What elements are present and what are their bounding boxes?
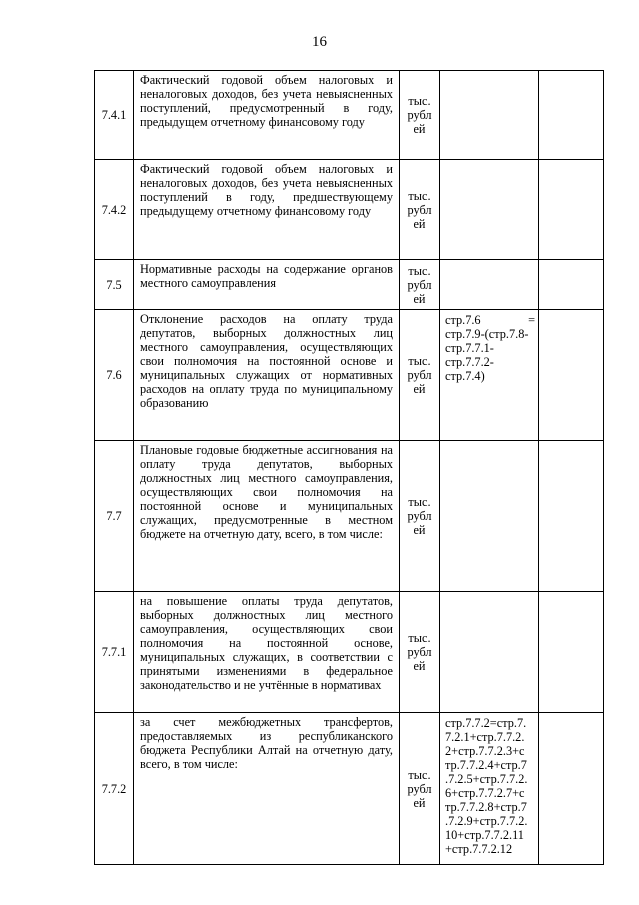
row-unit: [400, 441, 440, 592]
unit-line: тыс.: [408, 631, 431, 645]
formula-line: тр.7.7.2.8+стр.7: [445, 800, 527, 814]
row-value: [539, 713, 604, 865]
unit-line: рубл: [407, 645, 432, 659]
row-formula: [440, 713, 539, 865]
formula-line: стр.7.4): [445, 369, 485, 383]
row-value: [539, 310, 604, 441]
unit-line: рубл: [407, 277, 432, 292]
row-description: Нормативные расходы на содержание органов местного самоуправления: [134, 260, 400, 310]
formula-line: тр.7.7.2.4+стр.7: [445, 758, 527, 772]
table-row: [95, 260, 604, 310]
unit-line: тыс.: [408, 495, 431, 509]
formula-line: стр.7.9-(стр.7.8-: [445, 327, 529, 341]
formula-line: стр.7.7.2=стр.7.: [445, 716, 527, 730]
row-number: 7.6: [95, 310, 134, 441]
unit-line: ей: [413, 291, 426, 306]
table-row: [95, 441, 604, 592]
formula-line: 2+стр.7.7.2.3+с: [445, 744, 525, 758]
formula-line: .7.2.5+стр.7.7.2.: [445, 772, 528, 786]
unit-line: ей: [413, 122, 426, 136]
table-row: [95, 71, 604, 160]
unit-line: рубл: [407, 202, 432, 217]
row-formula: [440, 441, 539, 592]
unit-line: ей: [413, 523, 426, 537]
unit-line: рубл: [407, 509, 432, 523]
row-number: 7.4.2: [95, 160, 134, 260]
unit-line: рубл: [407, 781, 432, 796]
table-row: [95, 310, 604, 441]
formula-line: стр.7.7.2-: [445, 355, 494, 369]
row-unit: [400, 310, 440, 441]
table-row: [95, 592, 604, 713]
unit-line: тыс.: [408, 94, 431, 108]
row-unit: [400, 71, 440, 160]
row-description: за счет межбюджетных трансфертов, предоставляемых из республиканского бюджета Республики Алтай на отчетную дату, всего, в том числе:: [134, 713, 400, 865]
table-row: [95, 713, 604, 865]
unit-line: ей: [413, 795, 426, 810]
row-unit: [400, 260, 440, 310]
formula-line: .7.2.9+стр.7.7.2.: [445, 814, 528, 828]
row-number: 7.7.1: [95, 592, 134, 713]
unit-line: тыс.: [408, 263, 431, 278]
unit-line: рубл: [407, 368, 432, 382]
formula-line: [445, 313, 535, 327]
row-description: Фактический годовой объем налоговых и неналоговых доходов, без учета невыясненных поступлений в году, предшествующему предыдущему отчетному финансовому году: [134, 160, 400, 260]
row-value: [539, 260, 604, 310]
row-unit: [400, 592, 440, 713]
row-value: [539, 592, 604, 713]
row-number: 7.7.2: [95, 713, 134, 865]
table-row: [95, 160, 604, 260]
unit-line: тыс.: [408, 188, 431, 203]
row-number: 7.7: [95, 441, 134, 592]
unit-line: ей: [413, 216, 426, 231]
row-description: на повышение оплаты труда депутатов, выборных должностных лиц местного самоуправления, осуществляющих свои полномочия на постоянной основе, муниципальных служащих, в соответствии с принятыми изменениями в федеральное законодательство и не учтённые в нормативах: [134, 592, 400, 713]
row-value: [539, 441, 604, 592]
row-formula: [440, 592, 539, 713]
row-unit: [400, 713, 440, 865]
formula-line: стр.7.7.1-: [445, 341, 494, 355]
row-value: [539, 160, 604, 260]
unit-line: тыс.: [408, 767, 431, 782]
indicators-table: [94, 70, 604, 865]
row-number: 7.5: [95, 260, 134, 310]
page-number: 16: [312, 34, 327, 50]
unit-line: ей: [413, 659, 426, 673]
unit-line: тыс.: [408, 354, 431, 368]
row-formula: [440, 310, 539, 441]
formula-part: =: [528, 313, 535, 327]
row-formula: [440, 260, 539, 310]
row-number: 7.4.1: [95, 71, 134, 160]
formula-line: 10+стр.7.7.2.11: [445, 828, 524, 842]
formula-line: 7.2.1+стр.7.7.2.: [445, 730, 525, 744]
row-unit: [400, 160, 440, 260]
formula-part: стр.7.6: [445, 313, 481, 327]
formula-line: 6+стр.7.7.2.7+с: [445, 786, 525, 800]
row-description: Плановые годовые бюджетные ассигнования на оплату труда депутатов, выборных должностных лиц местного самоуправления, осуществляющих свои полномочия на постоянной основе и муниципальных служащих, предусмотренные в местном бюджете на отчетную дату, всего, в том числе:: [134, 441, 400, 592]
row-value: [539, 71, 604, 160]
unit-line: рубл: [407, 108, 432, 122]
row-formula: [440, 160, 539, 260]
row-formula: [440, 71, 539, 160]
row-description: Фактический годовой объем налоговых и неналоговых доходов, без учета невыясненных поступлений, предусмотренный в году, предыдущем отчетному финансовому году: [134, 71, 400, 160]
row-description: Отклонение расходов на оплату труда депутатов, выборных должностных лиц местного самоуправления, осуществляющих свои полномочия на постоянной основе и муниципальных служащих от нормативных расходов на оплату труда по муниципальному образованию: [134, 310, 400, 441]
unit-line: ей: [413, 382, 426, 396]
formula-line: +стр.7.7.2.12: [445, 842, 513, 856]
